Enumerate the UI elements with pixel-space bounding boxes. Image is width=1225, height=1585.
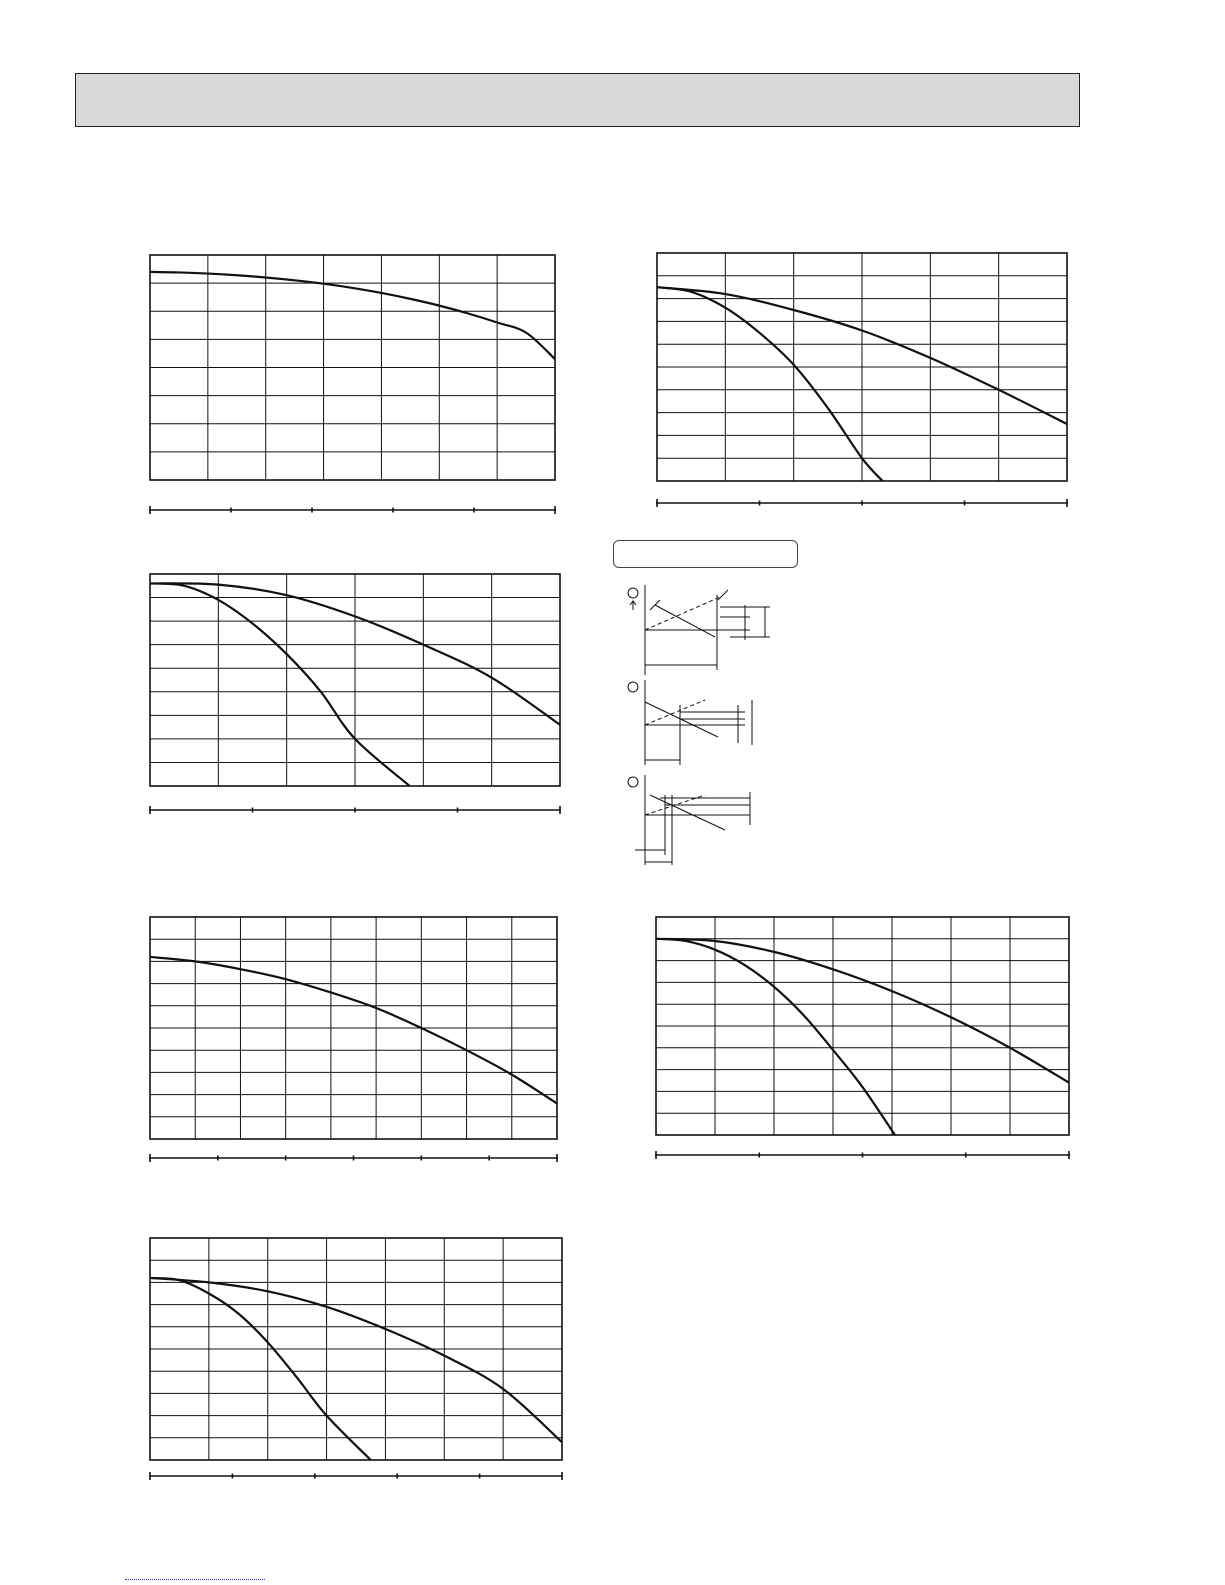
section-header-bar [75, 73, 1080, 127]
chart-third-right [645, 913, 1075, 1165]
diagram-1-label-lead-2 [718, 590, 728, 600]
chart-grid [150, 917, 557, 1139]
legend-box [613, 540, 798, 568]
footer-link-underline [125, 1579, 265, 1580]
series-line-1 [150, 1278, 562, 1442]
chart-top-right [645, 248, 1075, 513]
diagram-1-rising-line [645, 597, 720, 630]
x-axis-scale [149, 806, 561, 814]
diagram-3 [628, 775, 750, 865]
series-line-2 [656, 939, 895, 1135]
series-line-2 [150, 583, 410, 786]
chart-grid [656, 917, 1069, 1135]
diagram-3-falling-line [650, 795, 725, 830]
x-axis-scale [655, 1151, 1070, 1159]
diagram-1-falling-line [655, 605, 715, 637]
chart-top-left [140, 250, 570, 520]
x-axis-scale [149, 506, 556, 514]
diagram-2 [628, 680, 752, 765]
diagram-1 [628, 585, 770, 675]
x-axis-scale [656, 499, 1068, 507]
diagram-3-marker-icon [628, 777, 638, 787]
chart-grid [657, 253, 1067, 481]
chart-grid [150, 1238, 562, 1460]
series-line-1 [150, 272, 555, 359]
diagram-2-marker-icon [628, 682, 638, 692]
diagram-1-marker-icon [628, 588, 638, 598]
series-line-2 [657, 287, 883, 481]
series-line-2 [150, 1278, 371, 1460]
chart-grid [150, 574, 560, 786]
diagram-1-label-lead-1 [650, 600, 660, 610]
explanation-diagrams [620, 575, 790, 875]
x-axis-scale [149, 1472, 563, 1480]
chart-bottom-left [140, 1233, 572, 1488]
series-line-1 [150, 957, 557, 1104]
chart-second-left [140, 570, 570, 820]
chart-third-left [140, 913, 570, 1165]
x-axis-scale [149, 1154, 558, 1162]
